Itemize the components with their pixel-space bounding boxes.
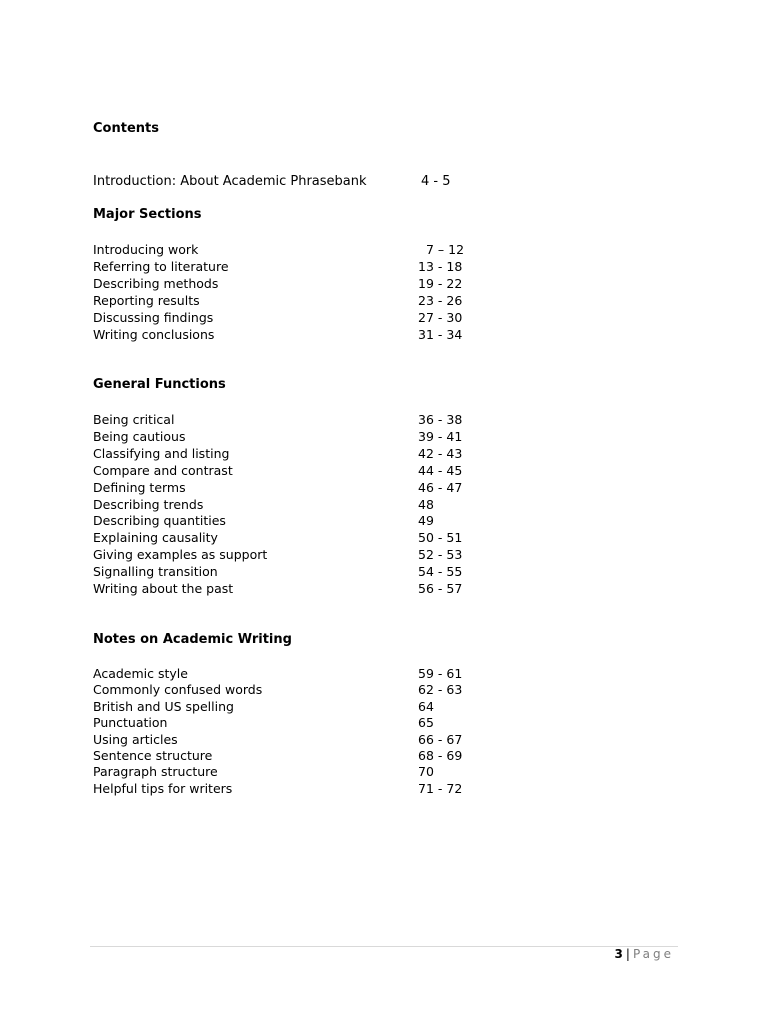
toc-entry-pages: 13 - 18	[418, 258, 463, 274]
page-number: 3	[614, 947, 623, 961]
toc-entry-label: Introducing work	[93, 242, 199, 257]
toc-entry-pages: 59 - 61	[418, 666, 463, 681]
toc-entry	[93, 529, 473, 546]
toc-entry-pages: 65	[418, 715, 434, 731]
toc-entry	[93, 241, 473, 258]
toc-entry-label: Giving examples as support	[93, 547, 268, 563]
toc-entry-label: Helpful tips for writers	[93, 780, 233, 796]
toc-entry	[93, 292, 473, 309]
toc-entry	[93, 698, 473, 715]
toc-entry-pages: 71 - 72	[418, 780, 463, 796]
toc-entry-pages: 46 - 47	[418, 479, 463, 495]
toc-entry-label: Describing methods	[93, 275, 219, 291]
toc-entry-pages: 70	[418, 764, 434, 780]
toc-entry	[93, 428, 473, 445]
toc-entry	[93, 462, 473, 479]
toc-entry-label: Punctuation	[93, 715, 168, 731]
toc-entry-pages: 50 - 51	[418, 530, 463, 546]
toc-entry	[93, 731, 473, 748]
toc-entry-pages: 66 - 67	[418, 731, 463, 747]
toc-entry-label: Defining terms	[93, 479, 186, 495]
toc-entry-label: Describing quantities	[93, 513, 226, 529]
toc-entry	[93, 763, 473, 780]
toc-entry-label: Paragraph structure	[93, 764, 218, 780]
toc-entry	[93, 681, 473, 698]
toc-entry-label: Discussing findings	[93, 309, 214, 325]
footer-divider	[90, 946, 678, 947]
toc-entry	[93, 714, 473, 731]
toc-entry-label: Being critical	[93, 412, 175, 427]
toc-entry	[93, 275, 473, 292]
toc-entry-pages: 62 - 63	[418, 682, 463, 698]
toc-entry-pages: 64	[418, 698, 434, 714]
toc-entry	[93, 780, 473, 797]
toc-entry-label: Reporting results	[93, 292, 200, 308]
toc-entry-label: Sentence structure	[93, 748, 213, 763]
contents-title: Contents	[93, 121, 159, 136]
toc-entry-intro	[93, 173, 473, 190]
toc-entry	[93, 258, 473, 275]
toc-entry-pages: 36 - 38	[418, 412, 463, 427]
toc-entry	[93, 665, 473, 682]
toc-entry	[93, 479, 473, 496]
toc-entry-label: Being cautious	[93, 428, 186, 444]
toc-entry-label: Academic style	[93, 666, 188, 681]
page-word: Page	[632, 947, 674, 961]
toc-entry-label: Explaining causality	[93, 530, 218, 546]
toc-entry	[93, 546, 473, 563]
toc-entry	[93, 496, 473, 513]
toc-entry	[93, 512, 473, 529]
toc-entry-label: Writing conclusions	[93, 326, 215, 342]
toc-entry-pages: 49	[418, 513, 434, 529]
section-heading: Notes on Academic Writing	[93, 632, 292, 647]
toc-entry	[93, 326, 473, 343]
toc-entry-pages: 19 - 22	[418, 275, 463, 291]
toc-entry-pages: 23 - 26	[418, 292, 463, 308]
toc-entry-label: Commonly confused words	[93, 682, 263, 698]
toc-entry-label: British and US spelling	[93, 698, 234, 714]
toc-entry-label: Referring to literature	[93, 258, 229, 274]
toc-entry	[93, 445, 473, 462]
toc-entry-pages: 27 - 30	[418, 309, 463, 325]
toc-entry-label: Writing about the past	[93, 581, 234, 596]
section-heading: General Functions	[93, 377, 226, 392]
section-heading: Major Sections	[93, 207, 202, 222]
toc-entry-pages: 39 - 41	[418, 428, 463, 444]
toc-entry-label: Classifying and listing	[93, 445, 230, 461]
toc-entry-label: Compare and contrast	[93, 462, 233, 478]
toc-entry-pages: 7 – 12	[426, 242, 465, 257]
toc-entry-label: Describing trends	[93, 496, 204, 512]
toc-entry-pages: 52 - 53	[418, 547, 463, 563]
toc-entry-label: Using articles	[93, 731, 178, 747]
toc-entry	[93, 580, 473, 597]
toc-entry-pages: 48	[418, 496, 434, 512]
toc-entry	[93, 309, 473, 326]
toc-entry	[93, 411, 473, 428]
toc-entry	[93, 747, 473, 764]
toc-entry-label: Signalling transition	[93, 564, 218, 580]
toc-entry-pages: 42 - 43	[418, 445, 463, 461]
footer-separator: |	[625, 947, 630, 961]
toc-entry	[93, 563, 473, 580]
toc-entry-pages: 44 - 45	[418, 462, 463, 478]
toc-entry-pages: 4 - 5	[421, 174, 451, 189]
toc-entry-pages: 68 - 69	[418, 748, 463, 763]
page-footer	[615, 947, 674, 961]
toc-entry-label: Introduction: About Academic Phrasebank	[93, 174, 367, 189]
toc-entry-pages: 31 - 34	[418, 326, 463, 342]
toc-entry-pages: 54 - 55	[418, 564, 463, 580]
toc-entry-pages: 56 - 57	[418, 581, 463, 596]
